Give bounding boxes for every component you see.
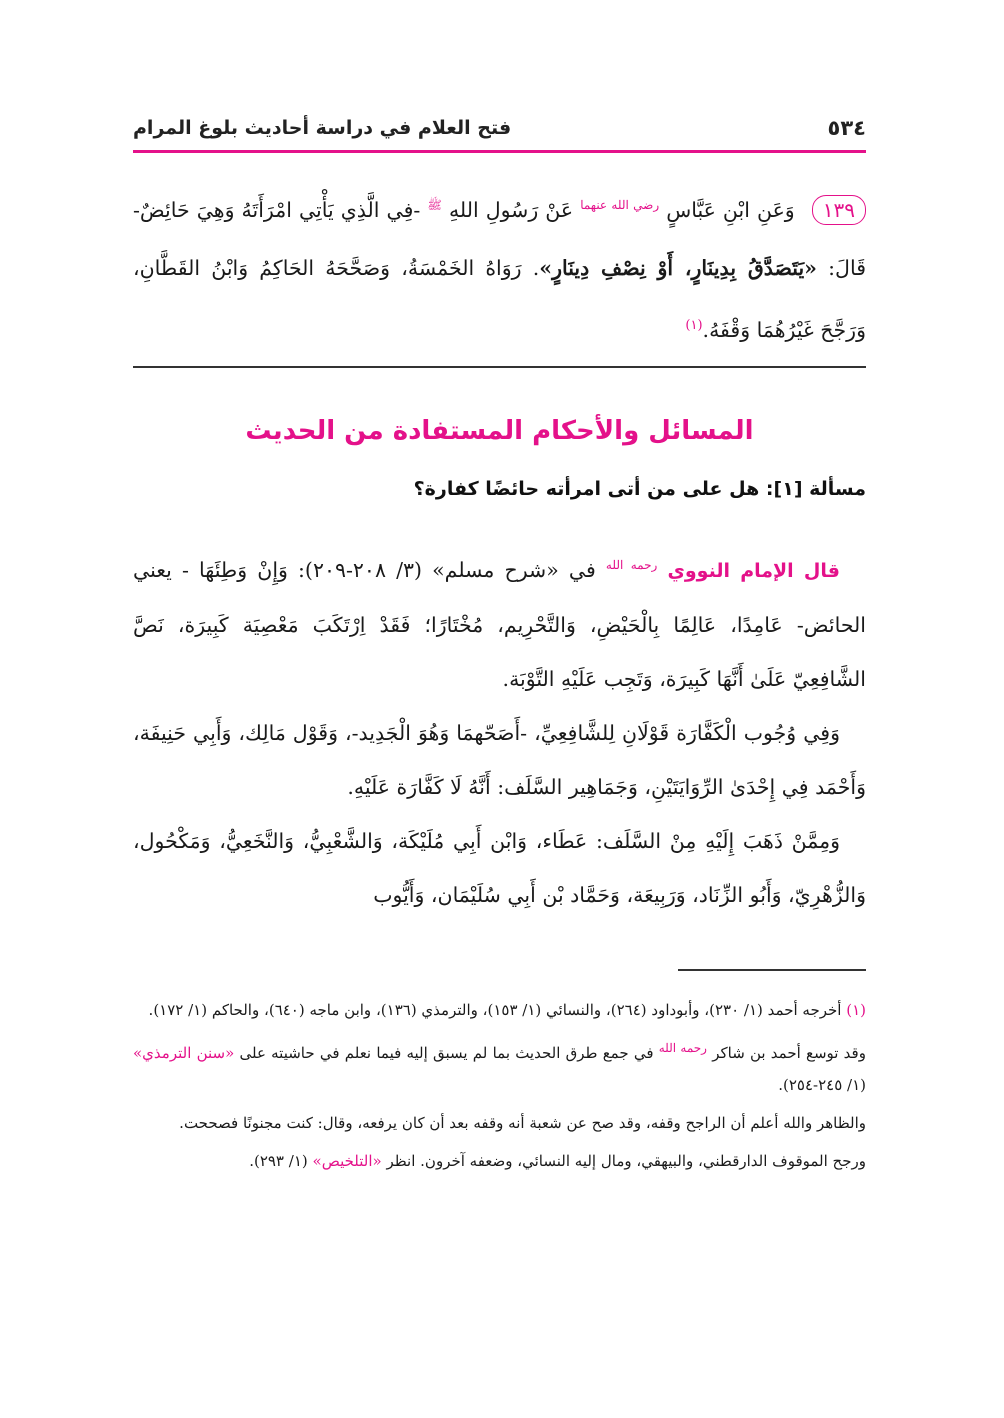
- hadith-part2: -فِي الَّذِي يَأْتِي امْرَأَتَهُ وَهِيَ حَائِضٌ- قَالَ:: [133, 197, 866, 280]
- honorific-saw: ﷺ: [427, 198, 442, 212]
- footnote-4-text-b: (١/ ٢٩٣).: [249, 1152, 308, 1170]
- footnotes: [133, 994, 866, 1183]
- footnote-2: [133, 1032, 866, 1101]
- hadith-intro: وَعَنِ ابْنِ عَبَّاسٍ: [666, 197, 795, 222]
- section-heading: المسائل والأحكام المستفادة من الحديث: [245, 416, 754, 446]
- footnote-separator: [678, 969, 866, 971]
- hadith-part1: عَنْ رَسُولِ اللهِ: [448, 197, 574, 222]
- question-text: هل على من أتى امرأته حائضًا كفارة؟: [413, 478, 760, 500]
- speaker-honorific: رحمه الله: [605, 558, 658, 572]
- paragraph-3: وَمِمَّنْ ذَهَبَ إِلَيْهِ مِنْ السَّلَف: عَطَاء، وَابْن أَبِي مُلَيْكَة، وَالشَّعْبِيُّ، وَالنَّخَعِيُّ، وَمَكْحُول، وَالزُّهْرِيّ، وَأَبُو الزِّنَاد، وَرَبِيعَة، وَحَمَّاد بْن أَبِي سُلَيْمَان، وَأَيُّوب: [133, 828, 866, 907]
- footnote-1: [133, 994, 866, 1026]
- footnote-4-text-a: ورجح الموقوف الدارقطني، والبيهقي، ومال إليه النسائي، وضعفه آخرون. انظر: [386, 1152, 866, 1170]
- question-label: مسألة [١]:: [765, 478, 866, 500]
- paragraph-1: [133, 538, 866, 706]
- body-text: [133, 538, 866, 922]
- book-title: فتح العلام في دراسة أحاديث بلوغ المرام: [133, 117, 512, 139]
- hadith-text: [133, 176, 866, 359]
- hadith-quote: «يَتَصَدَّقُ بِدِينَارٍ، أَوْ نِصْفِ دِينَارٍ»: [539, 255, 817, 280]
- footnote-4-quote: «التلخيص»: [312, 1152, 382, 1170]
- hadith-number-badge: ١٣٩: [812, 195, 866, 225]
- footnote-2-text-c: (١/ ٢٤٥-٢٥٤).: [778, 1076, 866, 1094]
- hadith-part3: . رَوَاهُ الخَمْسَةُ، وَصَحَّحَهُ الحَاكِمُ وَابْنُ القَطَّانِ، وَرَجَّحَ غَيْرُهُمَا وَقْفَهُ.: [133, 255, 866, 342]
- footnote-3: والظاهر والله أعلم أن الراجح وقفه، وقد صح عن شعبة أنه وقفه بعد أن كان يرفعه، وقال: كنت مجنونًا فصححت.: [179, 1114, 866, 1132]
- hadith-block: [133, 176, 866, 368]
- running-header: [133, 106, 866, 153]
- paragraph-1-text: في «شرح مسلم» (٣/ ٢٠٨-٢٠٩): وَإِنْ وَطِئَهَا - يعني الحائض- عَامِدًا، عَالِمًا بِالْحَيْضِ، وَالتَّحْرِيم، مُخْتَارًا؛ فَقَدْ اِرْتَكَبَ مَعْصِيَة كَبِيرَة، نَصَّ الشَّافِعِيّ عَلَىٰ أَنَّهَا كَبِيرَة، وَتَجِب عَلَيْهِ التَّوْبَة.: [133, 557, 866, 691]
- question-heading: [133, 478, 866, 500]
- footnote-1-mark: (١): [846, 1001, 866, 1019]
- footnote-4: [133, 1145, 866, 1177]
- honorific-ra: رضي الله عنهما: [580, 198, 660, 212]
- footnote-2-honorific: رحمه الله: [658, 1041, 707, 1055]
- footnote-1-text: أخرجه أحمد (١/ ٢٣٠)، وأبوداود (٢٦٤)، والنسائي (١/ ١٥٣)، والترمذي (١٣٦)، وابن ماجه (٦٤٠)، والحاكم (١/ ١٧٢).: [148, 1001, 842, 1019]
- footnote-ref[interactable]: (١): [685, 317, 703, 333]
- footnote-2-quote: «سنن الترمذي»: [133, 1044, 235, 1062]
- paragraph-2: وَفِي وُجُوب الْكَفَّارَة قَوْلَانِ لِلشَّافِعِيِّ، -أَصَحّهمَا وَهُوَ الْجَدِيد-، وَقَوْل مَالِك، وَأَبِي حَنِيفَة، وَأَحْمَد فِي إِحْدَىٰ الرِّوَايَتَيْنِ، وَجَمَاهِير السَّلَف: أَنَّهُ لَا كَفَّارَة عَلَيْهِ.: [133, 720, 866, 799]
- footnote-2-text-a: وقد توسع أحمد بن شاكر: [712, 1044, 866, 1062]
- footnote-2-text-b: في جمع طرق الحديث بما لم يسبق إليه فيما نعلم في حاشيته على: [239, 1044, 654, 1062]
- page-number: ٥٣٤: [827, 116, 866, 140]
- speaker-name: قال الإمام النووي: [667, 559, 840, 582]
